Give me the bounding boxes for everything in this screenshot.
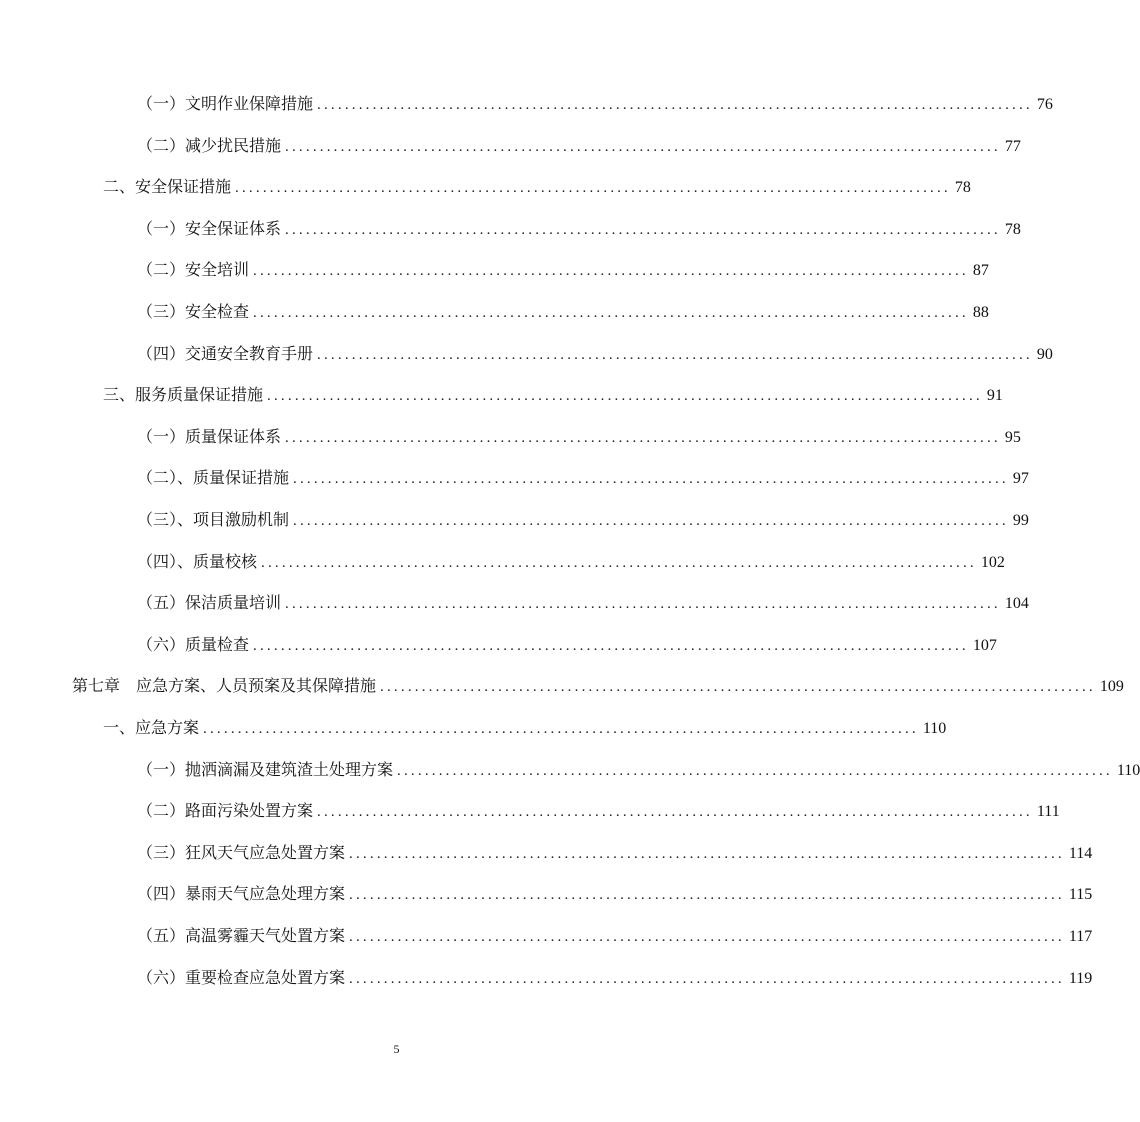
dot-leader: ....................................................................................................... [293,471,1009,488]
toc-entry[interactable] [137,341,1053,367]
toc-entry-page: 111 [1036,803,1060,821]
toc-entry-label: 三、服务质量保证措施 [103,385,264,405]
toc-entry-label: （二）路面污染处置方案 [137,801,314,821]
dot-leader: ....................................................................................................... [285,138,1001,155]
toc-entry-label: （二）减少扰民措施 [137,135,282,155]
dot-leader: ....................................................................................................... [349,970,1065,987]
toc-entry[interactable] [137,840,1093,866]
toc-entry-page: 107 [972,636,997,654]
toc-entry[interactable] [137,965,1093,991]
toc-entry-label: （三）、项目激励机制 [137,510,290,529]
dot-leader: ....................................................................................................... [293,513,1009,529]
toc-entry[interactable] [137,590,1029,616]
dot-leader: ....................................................................................................... [285,429,1001,446]
dot-leader: ....................................................................................................... [380,679,1096,696]
toc-entry-page: 95 [1004,428,1021,446]
page-number: 5 [393,1042,400,1056]
toc-entry[interactable] [137,507,1029,533]
toc-entry[interactable] [137,549,1005,575]
toc-entry-page: 91 [986,387,1003,405]
toc-entry-label: （一）抛洒滴漏及建筑渣土处理方案 [137,759,394,779]
toc-entry-label: （一）安全保证体系 [137,218,282,238]
dot-leader: ....................................................................................................... [349,845,1065,862]
dot-leader: ....................................................................................................... [253,263,969,280]
toc-entry-page: 117 [1068,928,1093,945]
toc-entry-label: （四）交通安全教育手册 [137,343,314,363]
toc-entry[interactable] [137,91,1053,117]
toc-entry[interactable] [137,881,1093,907]
toc-entry-label: （四）、质量校核 [137,551,258,571]
dot-leader: ....................................................................................................... [317,97,1033,113]
toc-entry-label: （二）安全培训 [137,260,250,280]
toc-entry-page: 99 [1012,512,1029,529]
toc-entry-label: （六）重要检查应急处置方案 [137,967,346,987]
toc-entry[interactable] [137,257,989,283]
dot-leader: ....................................................................................................... [285,221,1001,238]
dot-leader: ....................................................................................................... [317,804,1033,821]
dot-leader: ....................................................................................................... [317,346,1033,363]
toc-entry[interactable] [137,133,1021,159]
toc-entry-page: 97 [1012,470,1029,488]
toc-entry-page: 104 [1004,595,1029,613]
dot-leader: ....................................................................................................... [203,721,919,737]
toc-entry-label: 一、应急方案 [103,718,200,737]
toc-entry-label: （一）质量保证体系 [137,426,282,446]
toc-entry-label: 二、安全保证措施 [103,177,232,197]
dot-leader: ....................................................................................................... [285,596,1001,613]
dot-leader: ....................................................................................................... [397,762,1113,779]
toc-entry-page: 119 [1068,969,1093,987]
toc-entry-page: 114 [1068,844,1093,862]
toc-entry-label: （二）、质量保证措施 [137,468,290,488]
toc-entry-page: 78 [954,179,971,197]
dot-leader: ....................................................................................................... [235,180,951,197]
toc-entry-page: 78 [1004,220,1021,238]
toc-entry-page: 109 [1099,678,1124,696]
toc-entry-label: （四）暴雨天气应急处理方案 [137,884,346,904]
toc-entry-page: 102 [980,553,1005,571]
toc-entry[interactable] [137,632,997,658]
dot-leader: ....................................................................................................... [253,305,969,321]
toc-entry[interactable] [137,465,1029,491]
dot-leader: ....................................................................................................... [349,929,1065,945]
dot-leader: ....................................................................................................... [267,388,983,405]
toc-entry-label: （三）狂风天气应急处置方案 [137,842,346,862]
toc-entry-label: （五）保洁质量培训 [137,593,282,613]
toc-entry[interactable] [137,299,989,325]
toc-entry[interactable] [137,923,1093,949]
toc-entry[interactable] [137,216,1021,242]
toc-entry-page: 110 [1116,761,1140,779]
toc-entry-page: 90 [1036,345,1053,363]
toc-entry-page: 88 [972,304,989,321]
toc-entry[interactable] [72,673,1124,699]
dot-leader: ....................................................................................................... [253,637,969,654]
toc-entry[interactable] [137,798,1060,824]
toc-entry-label: （三）安全检查 [137,302,250,321]
toc-entry-page: 77 [1004,137,1021,155]
toc-entry-page: 87 [972,262,989,280]
toc-entry[interactable] [103,382,1003,408]
toc-entry[interactable] [103,174,971,200]
toc-entry-page: 115 [1068,886,1093,904]
toc-entry-label: （五）高温雾霾天气处置方案 [137,926,346,945]
toc-entry[interactable] [103,715,947,741]
toc-entry-page: 76 [1036,96,1053,113]
dot-leader: ....................................................................................................... [261,554,977,571]
toc-entry-page: 110 [922,720,947,737]
toc-entry-label: 第七章 应急方案、人员预案及其保障措施 [72,676,377,696]
dot-leader: ....................................................................................................... [349,887,1065,904]
toc-entry-label: （六）质量检查 [137,634,250,654]
toc-entry-label: （一）文明作业保障措施 [137,94,314,113]
toc-entry[interactable] [137,757,1140,783]
toc-entry[interactable] [137,424,1021,450]
